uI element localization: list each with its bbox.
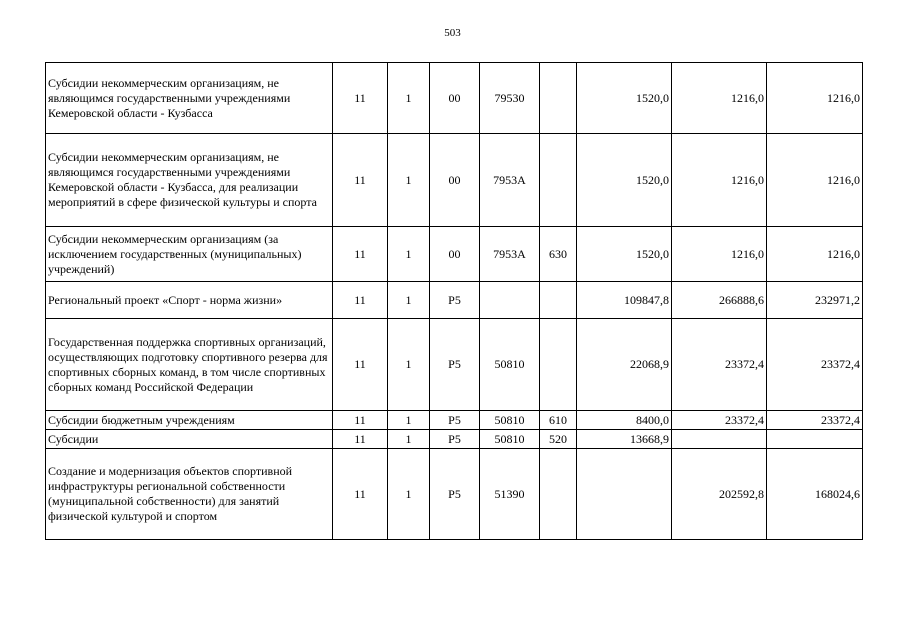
subsection-cell: 1	[388, 134, 430, 227]
table-row	[46, 63, 863, 134]
amount-2-cell: 23372,4	[672, 319, 767, 411]
amount-3-cell	[767, 430, 863, 449]
subsection-cell: 1	[388, 430, 430, 449]
subsection-cell: 1	[388, 63, 430, 134]
expense-type-cell	[540, 449, 577, 540]
amount-1-cell	[577, 449, 672, 540]
subsection-cell: 1	[388, 449, 430, 540]
row-name: Региональный проект «Спорт - норма жизни»	[46, 282, 333, 319]
target-cell: 7953А	[480, 227, 540, 282]
target-cell: 79530	[480, 63, 540, 134]
target-cell: 50810	[480, 411, 540, 430]
row-name: Субсидии некоммерческим организациям, не являющимся государственными учреждениями Кемеровской области - Кузбасса	[46, 63, 333, 134]
target-cell: 50810	[480, 319, 540, 411]
program-cell: P5	[430, 411, 480, 430]
row-name: Субсидии бюджетным учреждениям	[46, 411, 333, 430]
subsection-cell: 1	[388, 227, 430, 282]
amount-3-cell: 168024,6	[767, 449, 863, 540]
amount-1-cell: 8400,0	[577, 411, 672, 430]
page-number: 503	[444, 27, 461, 39]
section-cell: 11	[333, 411, 388, 430]
amount-3-cell: 232971,2	[767, 282, 863, 319]
amount-2-cell	[672, 430, 767, 449]
table-row	[46, 449, 863, 540]
amount-3-cell: 1216,0	[767, 134, 863, 227]
amount-3-cell: 23372,4	[767, 319, 863, 411]
table-row	[46, 411, 863, 430]
row-name: Государственная поддержка спортивных организаций, осуществляющих подготовку спортивного резерва для спортивных сборных команд, в том числе спортивных сборных команд Российской Федерации	[46, 319, 333, 411]
subsection-cell: 1	[388, 319, 430, 411]
target-cell: 51390	[480, 449, 540, 540]
expense-type-cell	[540, 319, 577, 411]
amount-2-cell: 23372,4	[672, 411, 767, 430]
amount-1-cell: 1520,0	[577, 63, 672, 134]
amount-2-cell: 1216,0	[672, 134, 767, 227]
expense-type-cell	[540, 134, 577, 227]
table-row	[46, 282, 863, 319]
program-cell: P5	[430, 282, 480, 319]
table-row	[46, 430, 863, 449]
amount-1-cell: 109847,8	[577, 282, 672, 319]
amount-3-cell: 1216,0	[767, 227, 863, 282]
target-cell: 7953А	[480, 134, 540, 227]
program-cell: P5	[430, 449, 480, 540]
program-cell: 00	[430, 227, 480, 282]
table-row	[46, 227, 863, 282]
program-cell: P5	[430, 319, 480, 411]
table-row	[46, 134, 863, 227]
amount-3-cell: 1216,0	[767, 63, 863, 134]
target-cell: 50810	[480, 430, 540, 449]
amount-2-cell: 1216,0	[672, 63, 767, 134]
expense-type-cell	[540, 282, 577, 319]
section-cell: 11	[333, 63, 388, 134]
program-cell: P5	[430, 430, 480, 449]
expense-type-cell: 630	[540, 227, 577, 282]
section-cell: 11	[333, 134, 388, 227]
expense-type-cell	[540, 63, 577, 134]
table-row	[46, 319, 863, 411]
expense-type-cell: 520	[540, 430, 577, 449]
amount-2-cell: 202592,8	[672, 449, 767, 540]
row-name: Субсидии некоммерческим организациям (за исключением государственных (муниципальных) учреждений)	[46, 227, 333, 282]
program-cell: 00	[430, 63, 480, 134]
subsection-cell: 1	[388, 282, 430, 319]
section-cell: 11	[333, 227, 388, 282]
row-name: Субсидии	[46, 430, 333, 449]
amount-2-cell: 1216,0	[672, 227, 767, 282]
target-cell	[480, 282, 540, 319]
section-cell: 11	[333, 282, 388, 319]
amount-1-cell: 13668,9	[577, 430, 672, 449]
row-name: Субсидии некоммерческим организациям, не являющимся государственными учреждениями Кемеровской области - Кузбасса, для реализации мероприятий в сфере физической культуры и спорта	[46, 134, 333, 227]
amount-2-cell: 266888,6	[672, 282, 767, 319]
program-cell: 00	[430, 134, 480, 227]
amount-1-cell: 22068,9	[577, 319, 672, 411]
amount-3-cell: 23372,4	[767, 411, 863, 430]
row-name: Создание и модернизация объектов спортивной инфраструктуры региональной собственности (муниципальной собственности) для занятий физической культурой и спортом	[46, 449, 333, 540]
section-cell: 11	[333, 449, 388, 540]
budget-table	[45, 62, 863, 540]
section-cell: 11	[333, 430, 388, 449]
section-cell: 11	[333, 319, 388, 411]
amount-1-cell: 1520,0	[577, 134, 672, 227]
subsection-cell: 1	[388, 411, 430, 430]
expense-type-cell: 610	[540, 411, 577, 430]
amount-1-cell: 1520,0	[577, 227, 672, 282]
